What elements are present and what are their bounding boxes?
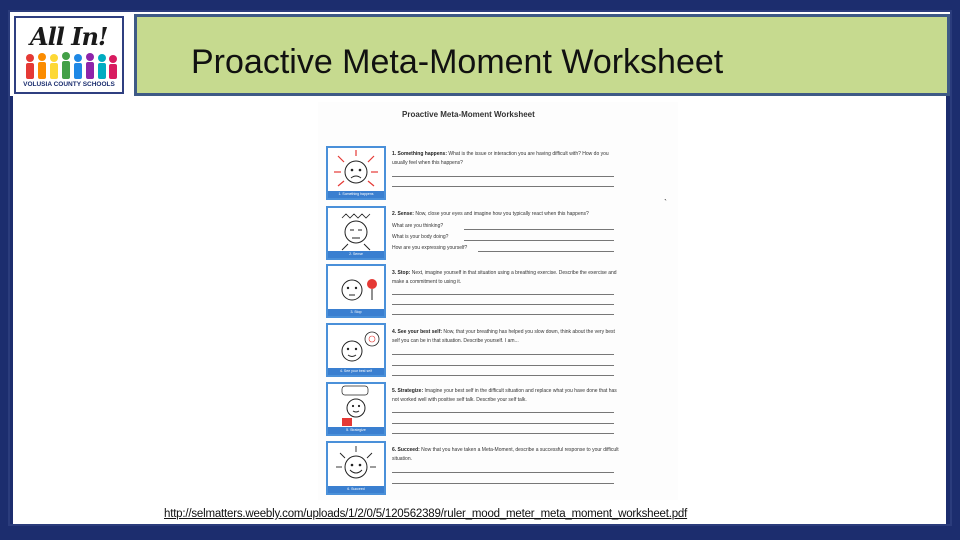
step-caption: 6. Succeed: [328, 486, 384, 493]
answer-line: [392, 354, 614, 355]
step-4-illustration: [326, 323, 386, 377]
step-label: 6. Succeed:: [392, 447, 420, 453]
step-label: 2. Sense:: [392, 211, 414, 217]
step-5-illustration: [326, 382, 386, 436]
step-2-prompt: What is your body doing?: [392, 234, 449, 240]
step-description: What is the issue or interaction you are having difficult with? How do you usually feel when this happens?: [392, 151, 609, 166]
answer-line: [464, 240, 614, 241]
answer-line: [392, 423, 614, 424]
answer-line: [392, 176, 614, 177]
answer-line: [392, 294, 614, 295]
district-logo: [14, 16, 124, 94]
step-description: Now that you have taken a Meta-Moment, describe a successful response to your difficult situation.: [392, 447, 619, 462]
step-2-illustration: [326, 206, 386, 260]
slide-title: Proactive Meta-Moment Worksheet: [191, 43, 724, 81]
answer-line: [478, 251, 614, 252]
step-description: Now, that your breathing has helped you slow down, think about the very best self you can be in that situation. Describe yourself. I am...: [392, 329, 615, 344]
answer-line: [392, 304, 614, 305]
logo-title: All In!: [30, 22, 108, 51]
answer-line: [392, 365, 614, 366]
step-label: 3. Stop:: [392, 270, 411, 276]
answer-line: [392, 375, 614, 376]
answer-line: [392, 186, 614, 187]
source-link[interactable]: http://selmatters.weebly.com/uploads/1/2/0/5/120562389/ruler_mood_meter_meta_moment_worksheet.pdf: [164, 508, 688, 520]
step-2-prompt: How are you expressing yourself?: [392, 245, 468, 251]
step-3-text: [392, 269, 624, 286]
step-1-text: [392, 150, 624, 167]
step-2-text: [392, 210, 624, 219]
worksheet-image: [318, 102, 678, 500]
answer-line: [392, 433, 614, 434]
step-2-prompt: What are you thinking?: [392, 223, 444, 229]
step-caption: 5. Strategize: [328, 427, 384, 434]
answer-line: [392, 483, 614, 484]
step-1-illustration: [326, 146, 386, 200]
stray-mark: `: [664, 198, 667, 208]
step-6-illustration: [326, 441, 386, 495]
step-label: 1. Something happens:: [392, 151, 448, 157]
left-border-strip: [10, 96, 13, 524]
step-caption: 3. Stop: [328, 309, 384, 316]
step-description: Imagine your best self in the difficult situation and replace what you have done that has not worked well with positive self talk. Describe your self talk.: [392, 388, 617, 403]
logo-subtitle: VOLUSIA COUNTY SCHOOLS: [23, 81, 115, 88]
step-caption: 2. Sense: [328, 251, 384, 258]
step-3-illustration: [326, 264, 386, 318]
worksheet-title: Proactive Meta-Moment Worksheet: [402, 110, 535, 119]
answer-line: [392, 412, 614, 413]
step-description: Now, close your eyes and imagine how you typically react when this happens?: [413, 211, 589, 217]
step-caption: 1. Something happens: [328, 191, 384, 198]
right-border-strip: [946, 96, 950, 524]
step-label: 5. Strategize:: [392, 388, 424, 394]
step-6-text: [392, 446, 624, 463]
step-4-text: [392, 328, 624, 345]
answer-line: [464, 229, 614, 230]
step-label: 4. See your best self:: [392, 329, 443, 335]
step-description: Next, imagine yourself in that situation using a breathing exercise. Describe the exercise and make a commitment to using it.: [392, 270, 617, 285]
title-bar: [134, 14, 950, 96]
answer-line: [392, 472, 614, 473]
step-5-text: [392, 387, 624, 404]
logo-people-icon: [22, 52, 118, 80]
answer-line: [392, 314, 614, 315]
step-caption: 4. See your best self: [328, 368, 384, 375]
